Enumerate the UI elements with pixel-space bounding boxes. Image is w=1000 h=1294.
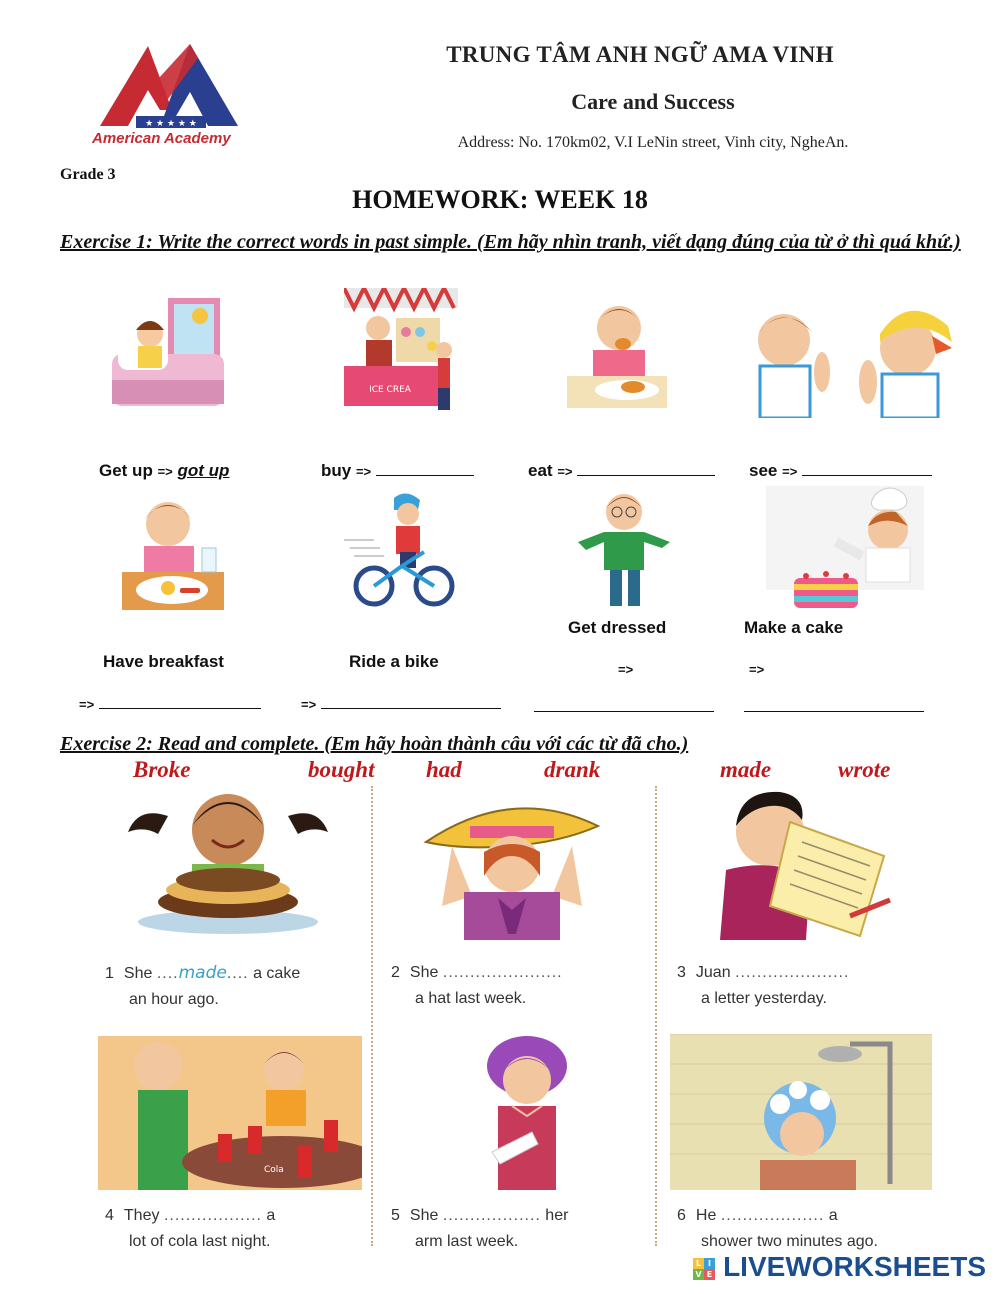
arrow-label: => [79, 697, 95, 712]
item-number: 3 [677, 964, 686, 981]
ex1-label-have-breakfast: Have breakfast [103, 652, 224, 671]
sentence-end: arm last week. [415, 1233, 519, 1250]
ex1-item-get-up [99, 461, 229, 481]
answer-blank[interactable]: ...................... [442, 964, 563, 981]
ice-cream-sign: ICE CREA [369, 385, 411, 395]
sentence-end: an hour ago. [129, 991, 219, 1008]
sentence-continue: a cake [253, 965, 301, 982]
verb-label: eat [528, 461, 553, 480]
arrow-label: => [301, 697, 317, 712]
badge-letter: V [693, 1269, 704, 1280]
picture-girl-with-cake [128, 786, 328, 938]
sentence-start: She [409, 1207, 439, 1224]
ex1-label-ride-a-bike: Ride a bike [349, 652, 439, 671]
item-number: 5 [391, 1207, 400, 1224]
picture-kids-drinking-cola [98, 1036, 362, 1190]
answer-blank[interactable]: ................... [720, 1207, 825, 1224]
answer-blank-make-a-cake[interactable] [744, 697, 924, 712]
picture-buy-ice-cream [344, 288, 458, 414]
school-name: TRUNG TÂM ANH NGỮ AMA VINH [446, 42, 834, 67]
answer-blank[interactable]: .................. [442, 1207, 541, 1224]
sentence-continue: a [828, 1207, 838, 1224]
sentence-start: She [409, 964, 439, 981]
svg-text:★ ★ ★ ★ ★: ★ ★ ★ ★ ★ [145, 119, 197, 129]
item-number: 4 [105, 1207, 114, 1224]
arrow-label: => [749, 662, 765, 677]
ex1-answer-have-breakfast [79, 694, 261, 714]
sentence-continue: her [545, 1207, 569, 1224]
item-number: 6 [677, 1207, 686, 1224]
picture-boy-writing-letter [710, 786, 900, 940]
word-bank-item: Broke [133, 757, 191, 782]
word-bank-item: bought [308, 757, 375, 782]
sentence-start: He [695, 1207, 717, 1224]
answer-blank[interactable]: .................. [163, 1207, 262, 1224]
answer-blank[interactable] [802, 461, 932, 476]
sentence-start: They [123, 1207, 160, 1224]
sentence-end: lot of cola last night. [129, 1233, 271, 1250]
school-address: Address: No. 170km02, V.I LeNin street, Vinh city, NgheAn. [457, 134, 849, 151]
ex1-item-buy [321, 461, 474, 481]
liveworksheets-badge-icon [693, 1258, 715, 1280]
ex2-item-2 [391, 960, 651, 1012]
logo [88, 38, 258, 158]
verb-label: buy [321, 461, 352, 480]
column-divider [371, 786, 373, 1246]
picture-make-a-cake [766, 486, 924, 612]
answer-example: got up [177, 461, 230, 480]
item-number: 2 [391, 964, 400, 981]
page-title: HOMEWORK: WEEK 18 [352, 185, 648, 214]
answer-blank[interactable]: ..................... [735, 964, 850, 981]
picture-get-up [108, 294, 228, 414]
word-bank-item: drank [544, 757, 601, 782]
answer-blank[interactable] [376, 461, 474, 476]
badge-letter: I [704, 1258, 715, 1269]
ex1-item-see [749, 461, 932, 481]
answer-blank-get-dressed[interactable] [534, 697, 714, 712]
picture-girl-broken-arm [472, 1032, 582, 1190]
picture-get-dressed [574, 490, 674, 616]
ex1-label-get-dressed: Get dressed [568, 618, 667, 637]
liveworksheets-brand[interactable]: LIVEWORKSHEETS [723, 1251, 986, 1282]
ex2-item-1: 1 She ....made.... a cake an hour ago. [105, 960, 365, 1013]
arrow-label: => [618, 662, 634, 677]
arrow-label: => [355, 464, 372, 479]
ex1-label-make-a-cake: Make a cake [744, 618, 844, 637]
ex2-item-5 [391, 1203, 651, 1255]
ex1-item-eat [528, 461, 715, 481]
item-number: 1 [105, 965, 114, 982]
arrow-label: => [157, 464, 173, 479]
answer-blank[interactable] [99, 694, 261, 709]
picture-boy-in-shower [670, 1034, 932, 1190]
picture-woman-with-hat [412, 786, 612, 940]
exercise2-title: Exercise 2: Read and complete. (Em hãy hoàn thành câu với các từ đã cho.) [60, 733, 689, 755]
answer-example: made [178, 963, 227, 983]
arrow-label: => [782, 464, 798, 479]
badge-letter: L [693, 1258, 704, 1269]
exercise1-title: Exercise 1: Write the correct words in past simple. (Em hãy nhìn tranh, viết dạng đúng của từ ở thì quá khứ.) [60, 231, 961, 253]
ex2-item-6 [677, 1203, 937, 1255]
logo-text: American Academy [92, 130, 231, 147]
grade-label: Grade 3 [60, 166, 116, 183]
answer-blank[interactable] [321, 694, 501, 709]
verb-label: Get up [99, 461, 153, 480]
ex2-item-4 [105, 1203, 365, 1255]
word-bank-item: had [426, 757, 462, 782]
arrow-label: => [557, 464, 573, 479]
cola-label: Cola [264, 1165, 284, 1175]
word-bank-item: wrote [838, 757, 891, 782]
ex1-answer-ride-a-bike [301, 694, 501, 714]
answer-blank[interactable] [577, 461, 715, 476]
verb-label: see [749, 461, 778, 480]
picture-eat [567, 292, 667, 410]
sentence-start: She [123, 965, 153, 982]
sentence-start: Juan [695, 964, 731, 981]
column-divider [655, 786, 657, 1246]
sentence-end: a hat last week. [415, 990, 527, 1007]
ex2-item-3 [677, 960, 937, 1012]
sentence-continue: a [266, 1207, 276, 1224]
sentence-end: shower two minutes ago. [701, 1233, 878, 1250]
badge-letter: E [704, 1269, 715, 1280]
picture-ride-a-bike [344, 490, 456, 608]
picture-see [742, 286, 952, 418]
school-motto: Care and Success [571, 89, 735, 114]
picture-have-breakfast [122, 490, 224, 610]
word-bank-item: made [720, 757, 772, 782]
sentence-end: a letter yesterday. [701, 990, 827, 1007]
